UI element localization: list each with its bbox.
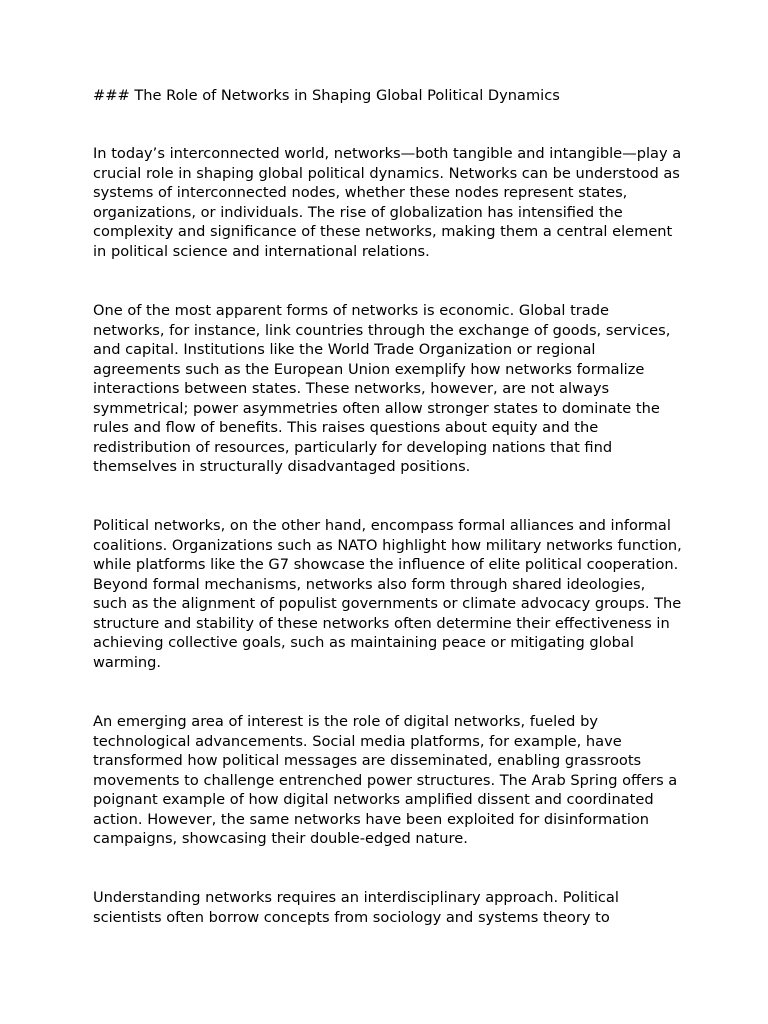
paragraph-digital-networks: An emerging area of interest is the role of digital networks, fueled by technological advancements. Social media platforms, for example, have transformed how political messages are disseminated, enabling grassroots movements to challenge entrenched power structures. The Arab Spring offers a poignant example of how digital networks amplified dissent and coordinated action. However, the same networks have been exploited for disinformation campaigns, showcasing their double-edged nature. xyxy=(93,713,678,847)
paragraph-political-networks: Political networks, on the other hand, encompass formal alliances and informal coalitions. Organizations such as NATO highlight how military networks function, while platforms like the G7 showcase the influence of elite political cooperation. Beyond formal mechanisms, networks also form through shared ideologies, such as the alignment of populist governments or climate advocacy groups. The structure and stability of these networks often determine their effectiveness in achieving collective goals, such as maintaining peace or mitigating global warming. xyxy=(93,517,682,671)
paragraph-economic-networks: One of the most apparent forms of networks is economic. Global trade networks, for instance, link countries through the exchange of goods, services, and capital. Institutions like the World Trade Organization or regional agreements such as the European Union exemplify how networks formalize interactions between states. These networks, however, are not always symmetrical; power asymmetries often allow stronger states to dominate the rules and flow of benefits. This raises questions about equity and the redistribution of resources, particularly for developing nations that find themselves in structurally disadvantaged positions. xyxy=(93,302,671,475)
document-heading: ### The Role of Networks in Shaping Global Political Dynamics xyxy=(93,87,560,104)
paragraph-intro: In today’s interconnected world, networks—both tangible and intangible—play a crucial role in shaping global political dynamics. Networks can be understood as systems of interconnected nodes, whether these nodes represent states, organizations, or individuals. The rise of globalization has intensified the complexity and significance of these networks, making them a central element in political science and international relations. xyxy=(93,145,682,260)
paragraph-interdisciplinary: Understanding networks requires an interdisciplinary approach. Political scientists often borrow concepts from sociology and systems theory to xyxy=(93,889,619,926)
